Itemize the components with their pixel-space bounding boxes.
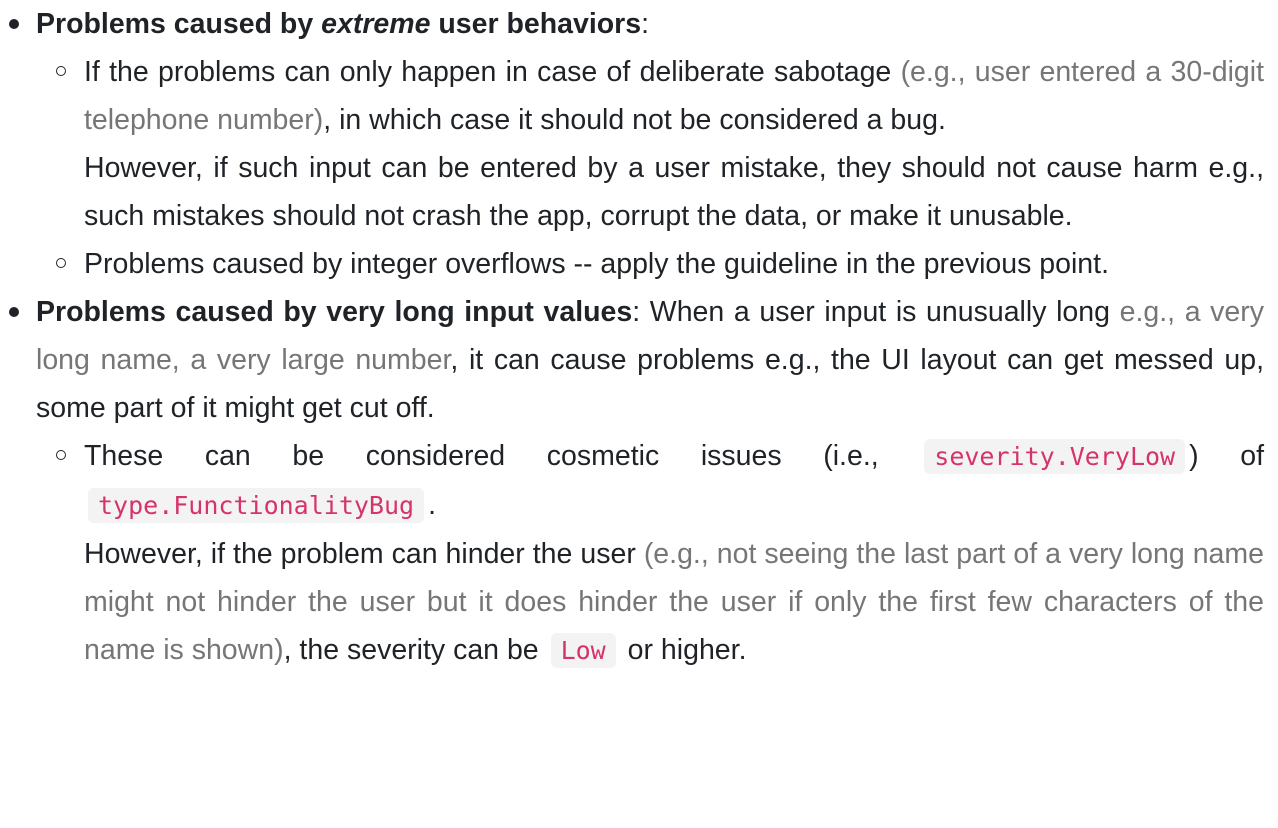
heading-text: Problems caused by [36, 8, 322, 40]
paragraph: However, if such input can be entered by a user mistake, they should not cause harm e.g., such mistakes should not crash the app, corrupt the data, or make it unusable. [84, 152, 1264, 232]
list-item-extreme-behaviors [0, 0, 1278, 288]
example-note: e.g., a very long name, a very large number [36, 296, 1265, 376]
heading-colon: : [641, 8, 650, 40]
list-item-long-input [0, 288, 1278, 675]
text: : When a user input is unusually long [632, 296, 1120, 328]
text: , it can cause problems e.g., the UI layout can get messed up, some part of it might get cut off. [36, 344, 1264, 424]
sub-item-sabotage [36, 48, 1264, 240]
heading-text: user behaviors [430, 8, 642, 40]
text: These can be considered cosmetic issues (i.e., [84, 440, 921, 472]
item-heading [36, 8, 641, 40]
heading-emphasis: extreme [321, 8, 431, 40]
example-note: (e.g., user entered a 30-digit telephone number) [84, 56, 1265, 136]
sub-list [36, 48, 1264, 288]
text: , in which case it should not be considered a bug. [323, 104, 946, 136]
sub-item-cosmetic-issues [36, 432, 1264, 675]
text: However, if the problem can hinder the user [84, 538, 644, 570]
paragraph [36, 288, 1264, 432]
item-heading: Problems caused by very long input values [36, 296, 633, 328]
paragraph [84, 530, 1264, 675]
text: ) of [1189, 440, 1264, 472]
inline-code: severity.VeryLow [924, 439, 1185, 474]
text: . [428, 489, 436, 521]
paragraph: Problems caused by integer overflows -- apply the guideline in the previous point. [84, 248, 1109, 280]
sub-item-integer-overflow [36, 240, 1264, 288]
text: , the severity can be [283, 634, 547, 666]
inline-code: Low [551, 633, 616, 668]
text: or higher. [619, 634, 747, 666]
paragraph [84, 48, 1264, 144]
paragraph [84, 432, 1264, 530]
text: If the problems can only happen in case of deliberate sabotage [84, 56, 901, 88]
sub-list [36, 432, 1264, 675]
example-note: (e.g., not seeing the last part of a very long name might not hinder the user but it does hinder the user if only the first few characters of the name is shown) [84, 538, 1264, 666]
inline-code: type.FunctionalityBug [88, 488, 424, 523]
item-heading-line [36, 0, 1264, 48]
